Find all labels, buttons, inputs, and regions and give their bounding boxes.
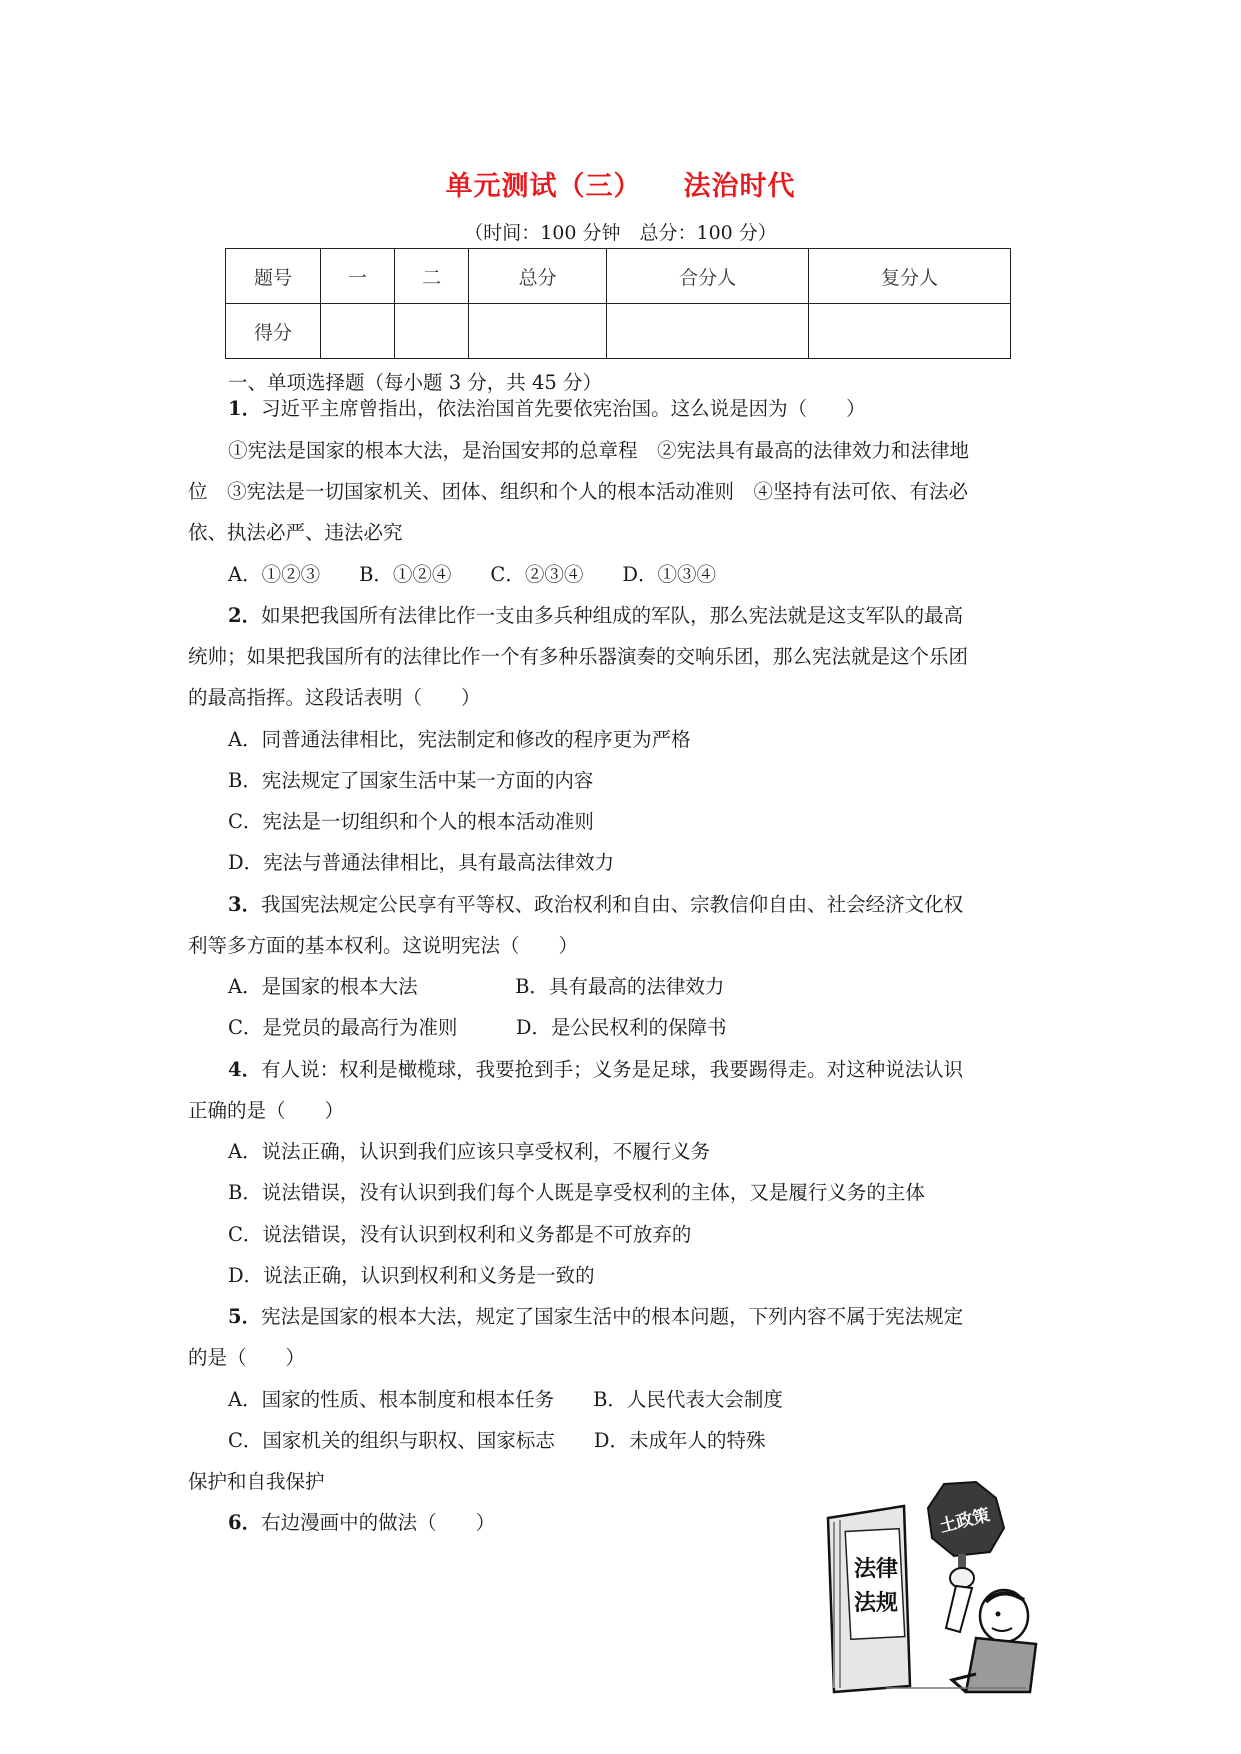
line-text: C．宪法是一切组织和个人的根本活动准则 [228,810,594,833]
line-text: A．①②③ B．①②④ C．②③④ D．①③④ [228,563,716,586]
line-text: B．宪法规定了国家生活中某一方面的内容 [228,769,594,792]
text-line [228,892,963,918]
score-table [225,248,1011,359]
text-line [188,933,578,959]
text-line [228,768,593,794]
text-line [228,974,724,1000]
text-line [228,809,594,835]
line-text: 我国宪法规定公民享有平等权、政治权利和自由、宗教信仰自由、社会经济文化权 [261,893,964,916]
line-text: A．说法正确，认识到我们应该只享受权利，不履行义务 [228,1140,711,1163]
text-line [228,1510,495,1536]
text-line [228,1387,783,1413]
score-input-cell[interactable] [809,304,1011,359]
line-text: 宪法是国家的根本大法，规定了国家生活中的根本问题，下列内容不属于宪法规定 [261,1305,964,1328]
score-table-score-row [226,304,1011,359]
text-line [188,1098,344,1124]
text-line [228,396,866,422]
score-cell: 题号 [226,249,321,304]
score-input-cell[interactable] [469,304,607,359]
line-text: ①宪法是国家的根本大法，是治国安邦的总章程 ②宪法具有最高的法律效力和法律地 [228,439,970,462]
line-text: D．说法正确，认识到权利和义务是一致的 [228,1264,595,1287]
cartoon-book-text-2: 法规 [853,1591,899,1616]
line-text: 位 ③宪法是一切国家机关、团体、组织和个人的根本活动准则 ④坚持有法可依、有法必 [188,480,969,503]
title-part2: 法治时代 [683,171,796,202]
line-text: A．国家的性质、根本制度和根本任务 B．人民代表大会制度 [228,1388,783,1411]
line-text: 的是（ ） [188,1346,306,1369]
question-number: 4． [228,1058,262,1081]
question-number: 5． [228,1305,262,1328]
question-number: 3． [228,893,262,916]
text-line [228,1263,595,1289]
line-text: D．宪法与普通法律相比，具有最高法律效力 [228,851,615,874]
text-line [188,1469,325,1495]
score-cell: 总分 [469,249,607,304]
line-text: 有人说：权利是橄榄球，我要抢到手；义务是足球，我要踢得走。对这种说法认识 [261,1058,964,1081]
cartoon-sign-text: 土政策 [937,1505,992,1538]
question-number: 2． [228,604,262,627]
exam-info: （时间：100 分钟 总分：100 分） [464,222,777,244]
line-text: C．国家机关的组织与职权、国家标志 D．未成年人的特殊 [228,1429,766,1452]
score-input-cell[interactable] [395,304,469,359]
line-text: C．是党员的最高行为准则 D．是公民权利的保障书 [228,1016,727,1039]
line-text: 的最高指挥。这段话表明（ ） [188,686,481,709]
line-text: B．说法错误，没有认识到我们每个人既是享受权利的主体，又是履行义务的主体 [228,1181,925,1204]
text-line [228,1304,963,1330]
text-line [228,562,716,588]
section-heading: 一、单项选择题（每小题 3 分，共 45 分） [228,371,603,394]
cartoon-book-text-1: 法律 [853,1557,899,1582]
score-cell: 合分人 [607,249,809,304]
text-line [228,438,969,464]
line-text: A．同普通法律相比，宪法制定和修改的程序更为严格 [228,728,691,751]
line-text: 利等多方面的基本权利。这说明宪法（ ） [188,934,579,957]
score-cell: 一 [321,249,395,304]
text-line [188,644,968,670]
score-input-cell[interactable] [607,304,809,359]
line-text: C．说法错误，没有认识到权利和义务都是不可放弃的 [228,1223,692,1246]
score-input-cell[interactable] [321,304,395,359]
text-line [228,1222,691,1248]
line-text: 依、执法必严、违法必究 [188,521,403,544]
cartoon-image [826,1478,1066,1694]
text-line [228,1139,710,1165]
text-line [228,727,691,753]
line-text: 正确的是（ ） [188,1099,345,1122]
question-number: 6． [228,1511,262,1534]
line-text: 右边漫画中的做法（ ） [261,1511,496,1534]
line-text: 统帅；如果把我国所有的法律比作一个有多种乐器演奏的交响乐团，那么宪法就是这个乐团 [188,645,969,668]
text-line [228,1057,963,1083]
text-line [228,603,963,629]
score-cell: 得分 [226,304,321,359]
line-text: 保护和自我保护 [188,1470,325,1493]
text-line [228,1428,766,1454]
page-title [0,164,1241,203]
score-cell: 复分人 [809,249,1011,304]
text-line [188,685,481,711]
text-line [188,1345,305,1371]
line-text: 习近平主席曾指出，依法治国首先要依宪治国。这么说是因为（ ） [261,397,866,420]
text-line [188,520,403,546]
line-text: 如果把我国所有法律比作一支由多兵种组成的军队，那么宪法就是这支军队的最高 [261,604,964,627]
text-line [188,479,968,505]
score-cell: 二 [395,249,469,304]
score-table-header-row [226,249,1011,304]
text-line [228,850,614,876]
title-part1: 单元测试（三） [445,171,642,202]
question-number: 1． [228,397,262,420]
text-line [228,1015,727,1041]
text-line [228,1180,925,1206]
line-text: A．是国家的根本大法 B．具有最高的法律效力 [228,975,725,998]
